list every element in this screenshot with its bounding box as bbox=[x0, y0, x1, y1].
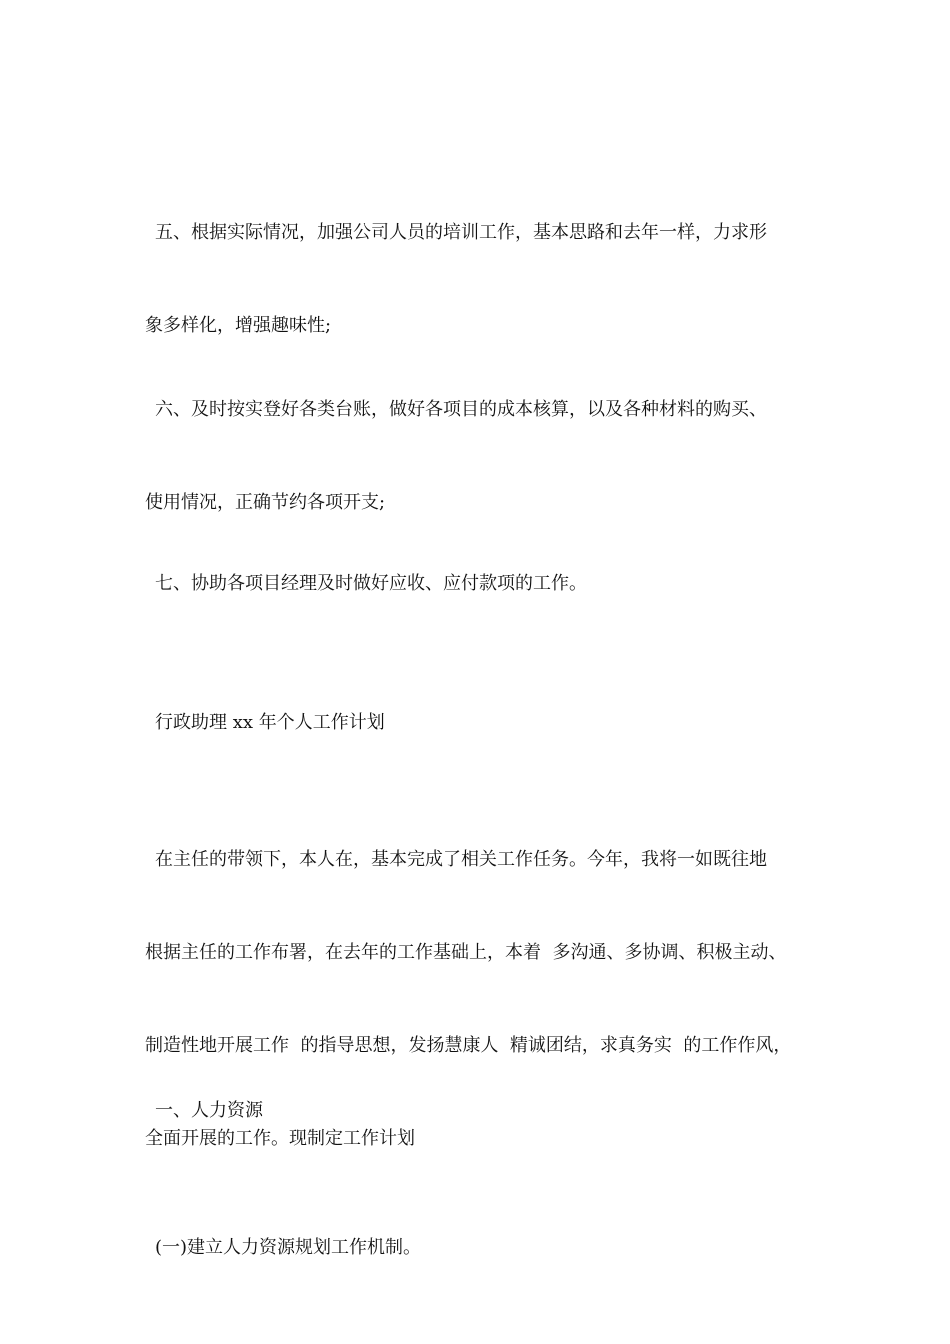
text-line: 在主任的带领下，本人在，基本完成了相关工作任务。今年，我将一如既往地 bbox=[155, 849, 767, 870]
text-line: 使用情况，正确节约各项开支; bbox=[145, 492, 386, 513]
plan-heading bbox=[145, 645, 825, 800]
text-line: 一、人力资源 bbox=[155, 1100, 263, 1121]
text-line: 五、根据实际情况，加强公司人员的培训工作，基本思路和去年一样，力求形 bbox=[155, 222, 767, 243]
text-line: (一)建立人力资源规划工作机制。 bbox=[155, 1237, 422, 1258]
subsection-heading-1 bbox=[145, 1170, 825, 1325]
text-line: 制造性地开展工作 的指导思想，发扬慧康人 精诚团结，求真务实 的工作作风， bbox=[145, 1035, 792, 1056]
section-heading-1 bbox=[145, 1033, 825, 1188]
text-line: 象多样化，增强趣味性; bbox=[145, 315, 332, 336]
paragraph-item-7 bbox=[145, 506, 825, 661]
text-line: 六、及时按实登好各类台账，做好各项目的成本核算，以及各种材料的购买、 bbox=[155, 399, 767, 420]
text-line: 行政助理 xx 年个人工作计划 bbox=[155, 712, 385, 733]
text-line: 七、协助各项目经理及时做好应收、应付款项的工作。 bbox=[155, 573, 587, 594]
text-line: 全面开展的工作。现制定工作计划 bbox=[145, 1128, 415, 1149]
text-line: 根据主任的工作布署，在去年的工作基础上，本着 多沟通、多协调、积极主动、 bbox=[145, 942, 787, 963]
